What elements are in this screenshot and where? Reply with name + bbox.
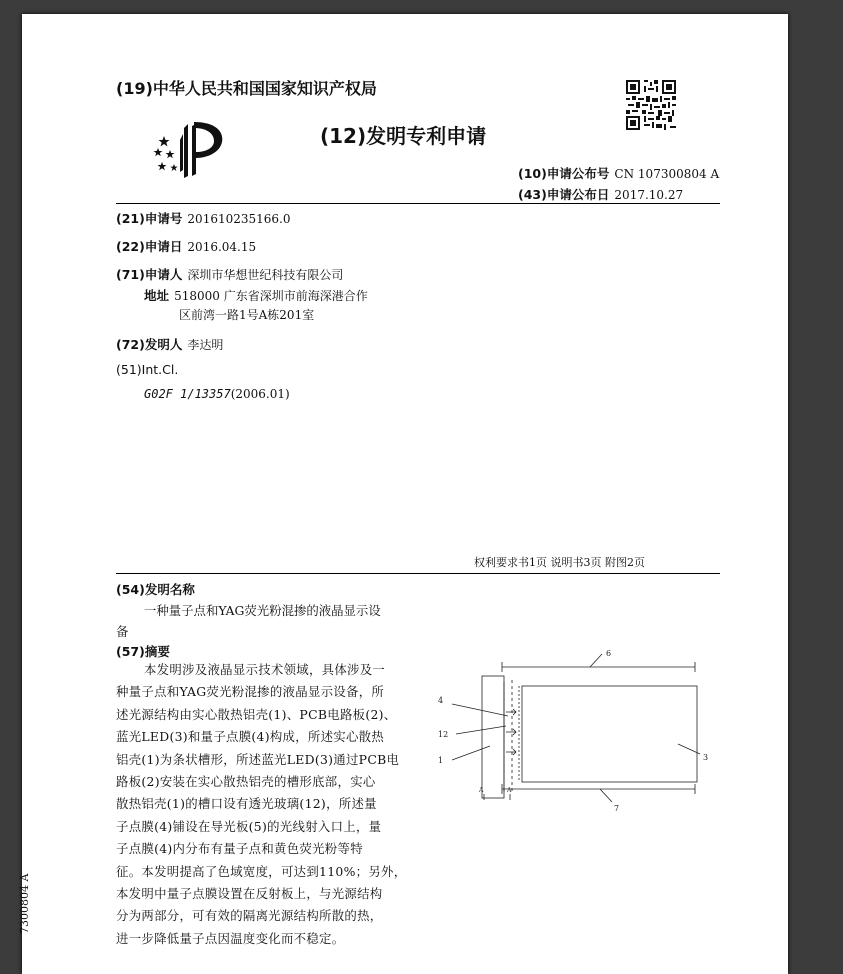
abstract-line: 子点膜(4)铺设在导光板(5)的光线射入口上，量	[116, 818, 382, 834]
figure-label-4: 4	[438, 696, 444, 705]
figure-label-3: 3	[703, 753, 709, 762]
abstract-line: 本发明中量子点膜设置在反射板上，与光源结构	[116, 886, 383, 902]
invention-title-label: (54)发明名称	[116, 582, 195, 597]
office-name: (19)中华人民共和国国家知识产权局	[116, 79, 377, 98]
abstract-line: 述光源结构由实心散热铝壳(1)、PCB电路板(2)、	[116, 706, 397, 722]
abstract-line: 分为两部分，可有效的隔离光源结构所散的热，	[116, 908, 383, 924]
abstract-body	[116, 659, 408, 950]
intcl-version: (2006.01)	[230, 387, 290, 401]
figure-label-a-left: A	[479, 787, 484, 794]
bracket-7	[502, 784, 695, 794]
abstract-figure	[430, 642, 712, 840]
applicant-label: (71)申请人	[116, 267, 183, 282]
leader-6	[590, 654, 602, 667]
abstract-line: 进一步降低量子点因温度变化而不稳定。	[116, 930, 345, 946]
abstract-line: 蓝光LED(3)和量子点膜(4)构成，所述实心散热	[116, 729, 385, 745]
abstract-line: 子点膜(4)内分布有量子点和黄色荧光粉等特	[116, 841, 363, 857]
leader-12	[456, 726, 506, 734]
light-arrow	[506, 709, 516, 715]
figure-label-1: 1	[438, 756, 444, 765]
side-publication-number: 7300804 A	[18, 873, 31, 934]
invention-title-line-2: 备	[116, 624, 129, 639]
abstract-line: 种量子点和YAG荧光粉混掺的液晶显示设备，所	[116, 684, 385, 700]
inventor-label: (72)发明人	[116, 337, 183, 352]
pub-date-value: 2017.10.27	[614, 188, 684, 202]
intcl-label: (51)Int.Cl.	[116, 362, 179, 377]
app-date-value: 2016.04.15	[187, 240, 257, 254]
abstract-label: (57)摘要	[116, 644, 170, 659]
abstract-line: 征。本发明提高了色域宽度，可达到110%；另外，	[116, 863, 407, 879]
figure-label-12: 12	[438, 730, 449, 739]
qr-code	[626, 80, 676, 130]
figure-label-a-right: A	[507, 787, 512, 794]
abstract-line: 铝壳(1)为条状槽形，所述蓝光LED(3)通过PCB电	[116, 751, 400, 767]
section-markers	[484, 794, 510, 800]
document-type: (12)发明专利申请	[320, 124, 487, 148]
heat-sink-housing	[482, 676, 504, 798]
leader-4	[452, 704, 508, 716]
bracket-6	[502, 662, 695, 672]
leader-7	[600, 789, 612, 802]
abstract-divider	[116, 573, 720, 574]
address-line-2: 区前湾一路1号A栋201室	[179, 308, 315, 322]
header-divider	[116, 203, 720, 204]
app-date-label: (22)申请日	[116, 239, 183, 254]
cnipa-logo	[150, 118, 232, 182]
applicant-value: 深圳市华想世纪科技有限公司	[187, 268, 344, 282]
pub-no-value: CN 107300804 A	[614, 167, 720, 181]
invention-title-line-1: 一种量子点和YAG荧光粉混掺的液晶显示设	[144, 603, 381, 618]
pub-date-label: (43)申请公布日	[518, 187, 610, 202]
light-guide-plate	[522, 686, 697, 782]
abstract-line: 本发明涉及液晶显示技术领域，具体涉及一	[144, 662, 386, 677]
abstract-line: 路板(2)安装在实心散热铝壳的槽形底部，实心	[116, 774, 376, 790]
patent-page	[18, 14, 788, 974]
leader-1	[452, 746, 490, 760]
intcl-code: G02F 1/13357	[144, 387, 231, 401]
figure-label-7: 7	[614, 804, 620, 813]
address-line-1: 518000 广东省深圳市前海深港合作	[174, 289, 368, 303]
app-no-value: 201610235166.0	[187, 212, 291, 226]
page-counts: 权利要求书1页 说明书3页 附图2页	[474, 556, 645, 569]
app-no-label: (21)申请号	[116, 211, 183, 226]
figure-label-6: 6	[606, 649, 612, 658]
pub-no-label: (10)申请公布号	[518, 166, 610, 181]
address-label: 地址	[144, 288, 170, 303]
abstract-line: 散热铝壳(1)的槽口设有透光玻璃(12)，所述量	[116, 796, 377, 812]
inventor-value: 李达明	[187, 338, 224, 352]
light-arrow	[506, 749, 516, 755]
light-arrow	[506, 729, 516, 735]
